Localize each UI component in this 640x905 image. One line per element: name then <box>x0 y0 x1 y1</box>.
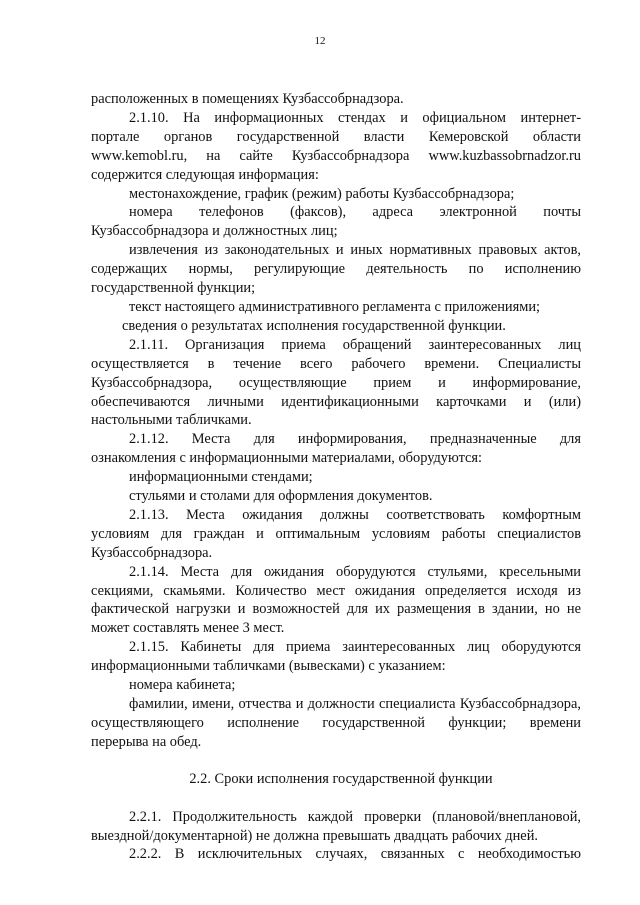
list-item: номера телефонов (факсов), адреса электронной почты <box>129 204 581 221</box>
text-line: выездной/документарной) не должна превышать двадцать рабочих дней. <box>91 827 538 844</box>
text-line: настольными табличками. <box>91 412 252 429</box>
text-line: может составлять менее 3 мест. <box>91 620 285 637</box>
list-item: фамилии, имени, отчества и должности специалиста Кузбассобрнадзора, <box>129 696 581 712</box>
paragraph-2-1-12: 2.1.12. Места для информирования, предназначенные для <box>129 431 581 448</box>
text-line: Кузбассобрнадзора. <box>91 544 213 561</box>
list-item: извлечения из законодательных и иных нормативных правовых актов, <box>129 242 581 259</box>
text-line: Кузбассобрнадзора и должностных лиц; <box>91 223 338 240</box>
text-line: www.kemobl.ru, на сайте Кузбассобрнадзора www.kuzbassobrnadzor.ru <box>91 147 581 164</box>
text-line: содержащих нормы, регулирующие деятельность по исполнению <box>91 261 581 278</box>
text-line: содержится следующая информация: <box>91 166 319 183</box>
paragraph-2-1-15: 2.1.15. Кабинеты для приема заинтересованных лиц оборудуются <box>129 639 581 656</box>
paragraph-2-1-11: 2.1.11. Организация приема обращений заинтересованных лиц <box>129 336 581 353</box>
text-line: осуществляется в течение всего рабочего времени. Специалисты <box>91 355 581 372</box>
document-body <box>91 90 581 864</box>
text-line: ознакомления с информационными материалами, оборудуются: <box>91 450 483 467</box>
text-line: информационными табличками (вывесками) с указанием: <box>91 658 446 675</box>
paragraph-2-1-10: 2.1.10. На информационных стендах и официальном интернет- <box>129 109 581 126</box>
text-line: фактической нагрузки и возможностей для их размещения в здании, но не <box>91 601 581 618</box>
text-line: портале органов государственной власти Кемеровской области <box>91 128 581 145</box>
text-line: условиям для граждан и оптимальным условиям работы специалистов <box>91 525 581 542</box>
text-line: осуществляющего исполнение государственной функции; времени <box>91 714 581 731</box>
text-line: Кузбассобрнадзора, осуществляющие прием и информирование, <box>91 374 581 391</box>
paragraph-2-2-1: 2.2.1. Продолжительность каждой проверки (плановой/внеплановой, <box>129 808 581 825</box>
list-item: стульями и столами для оформления документов. <box>129 488 433 505</box>
paragraph-2-1-13: 2.1.13. Места ожидания должны соответствовать комфортным <box>129 506 581 523</box>
list-item: информационными стендами; <box>129 469 313 486</box>
text-line: обеспечиваются личными идентификационными карточками и (или) <box>91 393 581 410</box>
paragraph-2-2-2: 2.2.2. В исключительных случаях, связанных с необходимостью <box>129 846 581 863</box>
text-line: перерыва на обед. <box>91 733 202 750</box>
list-item: местонахождение, график (режим) работы Кузбассобрнадзора; <box>129 185 515 202</box>
page-number: 12 <box>314 35 326 47</box>
section-heading: 2.2. Сроки исполнения государственной функции <box>189 770 493 787</box>
text-line: секциями, скамьями. Количество мест ожидания определяется исходя из <box>91 582 581 599</box>
list-item: номера кабинета; <box>129 677 236 694</box>
list-item: текст настоящего административного регламента с приложениями; <box>129 298 541 315</box>
text-line: расположенных в помещениях Кузбассобрнадзора. <box>91 91 404 107</box>
text-line: государственной функции; <box>91 280 256 297</box>
paragraph-2-1-14: 2.1.14. Места для ожидания оборудуются стульями, кресельными <box>129 563 581 580</box>
list-item: сведения о результатах исполнения государственной функции. <box>122 317 506 334</box>
